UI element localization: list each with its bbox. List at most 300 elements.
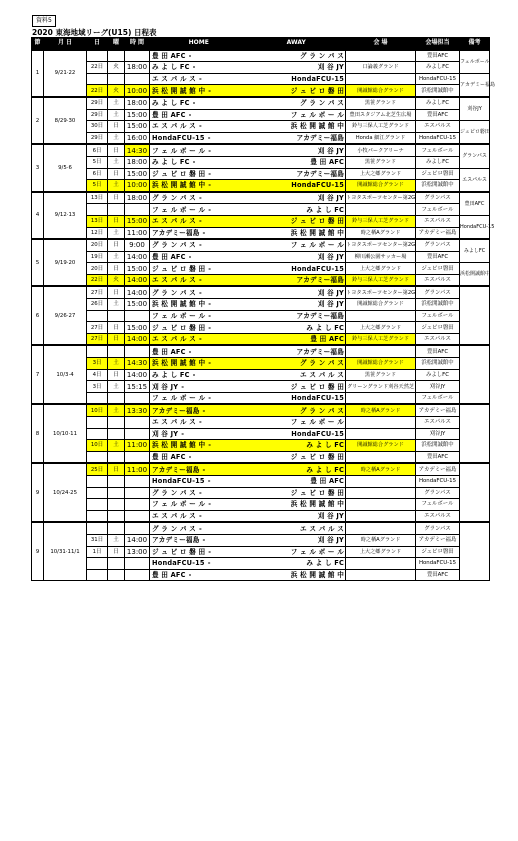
kickoff-time: 11:00 bbox=[125, 227, 150, 239]
away-team: 豊 田 AFC bbox=[310, 335, 344, 344]
note-empty bbox=[460, 463, 490, 522]
schedule-table bbox=[31, 37, 495, 581]
note: エスパルス bbox=[460, 168, 490, 192]
kickoff-time bbox=[125, 451, 150, 463]
round-date: 8/29·30 bbox=[44, 97, 87, 144]
venue: 時之栖Aグランド bbox=[346, 534, 416, 546]
match-weekday: 日 bbox=[108, 322, 125, 334]
kickoff-time: 15:15 bbox=[125, 381, 150, 393]
kickoff-time: 18:00 bbox=[125, 192, 150, 204]
match-day: 29日 bbox=[87, 109, 108, 121]
match-cell bbox=[150, 168, 346, 180]
kickoff-time bbox=[125, 558, 150, 570]
table-row bbox=[32, 428, 490, 440]
venue-manager: 浜松開誠館中 bbox=[416, 85, 460, 97]
table-row bbox=[32, 451, 490, 463]
match-weekday bbox=[108, 345, 125, 357]
match-day bbox=[87, 487, 108, 499]
round-number: 3 bbox=[32, 144, 44, 191]
venue-manager: アカデミー福島 bbox=[416, 534, 460, 546]
match-separator: - bbox=[208, 86, 212, 95]
match-separator: - bbox=[207, 559, 211, 568]
venue bbox=[346, 345, 416, 357]
table-row bbox=[32, 369, 490, 381]
match-day bbox=[87, 475, 108, 487]
match-weekday bbox=[108, 569, 125, 581]
match-day: 10日 bbox=[87, 404, 108, 416]
match-day: 26日 bbox=[87, 299, 108, 311]
kickoff-time: 14:00 bbox=[125, 369, 150, 381]
match-weekday: 日 bbox=[108, 263, 125, 275]
match-day: 25日 bbox=[87, 463, 108, 475]
note: みよしFC bbox=[460, 239, 490, 263]
match-day: 22日 bbox=[87, 274, 108, 286]
round-number: 1 bbox=[32, 50, 44, 97]
venue-manager: 豊田AFC bbox=[416, 50, 460, 62]
venue-manager: HondaFCU-15 bbox=[416, 132, 460, 144]
home-team: 豊 田 AFC bbox=[152, 453, 186, 462]
match-cell bbox=[150, 463, 346, 475]
table-row bbox=[32, 487, 490, 499]
match-cell bbox=[150, 499, 346, 511]
round-number: 7 bbox=[32, 345, 44, 404]
table-row bbox=[32, 168, 490, 180]
venue-manager: みよしFC bbox=[416, 156, 460, 168]
match-separator: - bbox=[208, 500, 212, 509]
home-team: フ ェ ル ボ ー ル bbox=[152, 311, 206, 320]
match-cell bbox=[150, 180, 346, 192]
match-weekday bbox=[108, 428, 125, 440]
away-team: HondaFCU-15 bbox=[291, 181, 344, 190]
document-title: 2020 東海地域リーグ(U15) 日程表 bbox=[32, 28, 157, 37]
venue-manager: ジュビロ磐田 bbox=[416, 263, 460, 275]
match-cell bbox=[150, 263, 346, 275]
match-cell bbox=[150, 487, 346, 499]
match-cell bbox=[150, 192, 346, 204]
away-team: HondaFCU-15 bbox=[291, 394, 344, 403]
header-manager: 会場担当 bbox=[416, 38, 460, 50]
match-day: 1日 bbox=[87, 546, 108, 558]
match-day bbox=[87, 204, 108, 216]
match-day bbox=[87, 310, 108, 322]
match-weekday bbox=[108, 522, 125, 534]
venue-manager: エスパルス bbox=[416, 417, 460, 429]
header-date: 月 日 bbox=[44, 38, 87, 50]
match-weekday: 火 bbox=[108, 274, 125, 286]
match-day bbox=[87, 345, 108, 357]
venue-manager: エスパルス bbox=[416, 333, 460, 345]
kickoff-time: 15:00 bbox=[125, 299, 150, 311]
match-cell bbox=[150, 569, 346, 581]
match-cell bbox=[150, 451, 346, 463]
home-team: 浜 松 開 誠 館 中 bbox=[152, 441, 206, 450]
away-team: 豊 田 AFC bbox=[310, 477, 344, 486]
table-row bbox=[32, 239, 490, 251]
venue: 柳川瀬公園サッカー場 bbox=[346, 251, 416, 263]
away-team: 浜 松 開 誠 館 中 bbox=[290, 122, 344, 131]
home-team: アカデミー福島 bbox=[152, 536, 200, 545]
kickoff-time bbox=[125, 73, 150, 85]
home-team: フ ェ ル ボ ー ル bbox=[152, 146, 206, 155]
match-day bbox=[87, 522, 108, 534]
kickoff-time: 18:00 bbox=[125, 97, 150, 109]
venue-manager: 豊田AFC bbox=[416, 251, 460, 263]
match-cell bbox=[150, 227, 346, 239]
kickoff-time: 16:00 bbox=[125, 132, 150, 144]
home-team: ジ ュ ビ ロ 磐 田 bbox=[152, 547, 206, 556]
match-cell bbox=[150, 558, 346, 570]
table-row bbox=[32, 263, 490, 275]
venue-manager: 浜松開誠館中 bbox=[416, 299, 460, 311]
venue-manager: アカデミー福島 bbox=[416, 404, 460, 416]
home-team: 豊 田 AFC bbox=[152, 347, 186, 356]
home-team: HondaFCU-15 bbox=[152, 477, 205, 486]
kickoff-time: 14:00 bbox=[125, 534, 150, 546]
kickoff-time: 13:30 bbox=[125, 404, 150, 416]
venue: グリーングランド刈谷天然芝 bbox=[346, 381, 416, 393]
away-team: 浜 松 開 誠 館 中 bbox=[290, 571, 344, 580]
venue-manager: フェルボール bbox=[416, 204, 460, 216]
venue-manager: HondaFCU-15 bbox=[416, 558, 460, 570]
home-team: フ ェ ル ボ ー ル bbox=[152, 205, 206, 214]
match-weekday bbox=[108, 417, 125, 429]
note: 豊田AFC bbox=[460, 192, 490, 216]
round-number: 5 bbox=[32, 239, 44, 286]
match-separator: - bbox=[198, 418, 202, 427]
match-day: 20日 bbox=[87, 239, 108, 251]
match-separator: - bbox=[181, 382, 185, 391]
away-team: み よ し FC bbox=[306, 559, 344, 568]
away-team: エ ス パ ル ス bbox=[300, 370, 344, 379]
match-day bbox=[87, 428, 108, 440]
kickoff-time bbox=[125, 50, 150, 62]
match-cell bbox=[150, 204, 346, 216]
round-date: 9/5·6 bbox=[44, 144, 87, 191]
match-day: 31日 bbox=[87, 534, 108, 546]
match-weekday: 土 bbox=[108, 534, 125, 546]
venue-manager: エスパルス bbox=[416, 510, 460, 522]
home-team: 豊 田 AFC bbox=[152, 51, 186, 60]
match-separator: - bbox=[208, 205, 212, 214]
note-empty bbox=[460, 286, 490, 345]
match-cell bbox=[150, 333, 346, 345]
match-day: 5日 bbox=[87, 180, 108, 192]
round-number: 2 bbox=[32, 97, 44, 144]
kickoff-time: 15:00 bbox=[125, 121, 150, 133]
match-weekday bbox=[108, 558, 125, 570]
match-day: 22日 bbox=[87, 85, 108, 97]
match-cell bbox=[150, 534, 346, 546]
match-cell bbox=[150, 428, 346, 440]
match-cell bbox=[150, 310, 346, 322]
match-separator: - bbox=[188, 51, 192, 60]
match-cell bbox=[150, 97, 346, 109]
home-team: エ ス パ ル ス bbox=[152, 276, 196, 285]
header-venue: 会 場 bbox=[346, 38, 416, 50]
home-team: 浜 松 開 誠 館 中 bbox=[152, 86, 206, 95]
match-weekday: 土 bbox=[108, 97, 125, 109]
match-cell bbox=[150, 404, 346, 416]
match-cell bbox=[150, 50, 346, 62]
home-team: 豊 田 AFC bbox=[152, 252, 186, 261]
match-separator: - bbox=[208, 359, 212, 368]
match-separator: - bbox=[198, 524, 202, 533]
kickoff-time: 14:00 bbox=[125, 333, 150, 345]
match-cell bbox=[150, 440, 346, 452]
match-day: 3日 bbox=[87, 381, 108, 393]
table-row bbox=[32, 404, 490, 416]
venue-manager: HondaFCU-15 bbox=[416, 73, 460, 85]
match-cell bbox=[150, 546, 346, 558]
venue-manager: グランパス bbox=[416, 522, 460, 534]
venue-manager: 刈谷JY bbox=[416, 428, 460, 440]
match-cell bbox=[150, 144, 346, 156]
match-weekday: 日 bbox=[108, 192, 125, 204]
kickoff-time: 14:00 bbox=[125, 251, 150, 263]
match-cell bbox=[150, 510, 346, 522]
match-separator: - bbox=[198, 512, 202, 521]
table-row bbox=[32, 345, 490, 357]
match-separator: - bbox=[198, 488, 202, 497]
match-separator: - bbox=[202, 536, 206, 545]
home-team: ジ ュ ビ ロ 磐 田 bbox=[152, 323, 206, 332]
venue: 上大之郷グランド bbox=[346, 263, 416, 275]
venue bbox=[346, 510, 416, 522]
venue: 開誠館総合グランド bbox=[346, 299, 416, 311]
table-row bbox=[32, 215, 490, 227]
venue: 時之栖Aグランド bbox=[346, 463, 416, 475]
match-day: 10日 bbox=[87, 440, 108, 452]
kickoff-time bbox=[125, 499, 150, 511]
away-team: ジ ュ ビ ロ 磐 田 bbox=[290, 488, 344, 497]
match-cell bbox=[150, 251, 346, 263]
match-day: 6日 bbox=[87, 168, 108, 180]
away-team: アカデミー福島 bbox=[296, 169, 344, 178]
note: 浜松開誠館中 bbox=[460, 263, 490, 287]
match-separator: - bbox=[192, 99, 196, 108]
venue-manager: グランパス bbox=[416, 487, 460, 499]
venue bbox=[346, 558, 416, 570]
match-day: 13日 bbox=[87, 192, 108, 204]
venue-manager: 豊田AFC bbox=[416, 451, 460, 463]
match-day: 29日 bbox=[87, 132, 108, 144]
home-team: フ ェ ル ボ ー ル bbox=[152, 394, 206, 403]
match-day: 27日 bbox=[87, 322, 108, 334]
venue-manager: 浜松開誠館中 bbox=[416, 440, 460, 452]
away-team: HondaFCU-15 bbox=[291, 429, 344, 438]
note: アカデミー福島 bbox=[460, 73, 490, 97]
match-day: 4日 bbox=[87, 369, 108, 381]
venue: 時之栖Aグランド bbox=[346, 227, 416, 239]
venue-manager: ジュビロ磐田 bbox=[416, 168, 460, 180]
venue bbox=[346, 417, 416, 429]
venue: 時之栖Aグランド bbox=[346, 404, 416, 416]
venue-manager: エスパルス bbox=[416, 274, 460, 286]
table-row bbox=[32, 121, 490, 133]
round-number: 4 bbox=[32, 192, 44, 239]
venue bbox=[346, 392, 416, 404]
match-weekday bbox=[108, 73, 125, 85]
match-weekday bbox=[108, 451, 125, 463]
venue-manager: フェルボール bbox=[416, 499, 460, 511]
match-weekday bbox=[108, 475, 125, 487]
match-weekday: 日 bbox=[108, 121, 125, 133]
match-day bbox=[87, 499, 108, 511]
kickoff-time: 11:00 bbox=[125, 440, 150, 452]
away-team: アカデミー福島 bbox=[296, 347, 344, 356]
match-separator: - bbox=[208, 323, 212, 332]
round-number: 9 bbox=[32, 463, 44, 522]
note-empty bbox=[460, 345, 490, 404]
venue-manager: ジュビロ磐田 bbox=[416, 546, 460, 558]
table-row bbox=[32, 546, 490, 558]
venue-manager: 豊田AFC bbox=[416, 345, 460, 357]
venue: 黒笹グランド bbox=[346, 156, 416, 168]
home-team: グ ラ ン パ ス bbox=[152, 524, 196, 533]
table-row bbox=[32, 204, 490, 216]
away-team: 刈 谷 JY bbox=[317, 512, 344, 521]
table-row bbox=[32, 251, 490, 263]
match-weekday: 土 bbox=[108, 251, 125, 263]
venue: 開誠館総合グランド bbox=[346, 440, 416, 452]
match-cell bbox=[150, 299, 346, 311]
venue bbox=[346, 487, 416, 499]
venue bbox=[346, 475, 416, 487]
venue: 豊田スタジアム北芝生広場 bbox=[346, 109, 416, 121]
match-weekday: 日 bbox=[108, 463, 125, 475]
match-weekday bbox=[108, 487, 125, 499]
match-day bbox=[87, 451, 108, 463]
match-weekday: 土 bbox=[108, 440, 125, 452]
venue bbox=[346, 499, 416, 511]
away-team: 浜 松 開 誠 館 中 bbox=[290, 500, 344, 509]
venue: 開誠館総合グランド bbox=[346, 180, 416, 192]
match-cell bbox=[150, 132, 346, 144]
match-separator: - bbox=[208, 547, 212, 556]
table-row bbox=[32, 475, 490, 487]
home-team: HondaFCU-15 bbox=[152, 559, 205, 568]
match-day: 29日 bbox=[87, 97, 108, 109]
match-separator: - bbox=[208, 441, 212, 450]
match-weekday: 日 bbox=[108, 369, 125, 381]
kickoff-time bbox=[125, 510, 150, 522]
kickoff-time bbox=[125, 487, 150, 499]
away-team: 刈 谷 JY bbox=[317, 300, 344, 309]
home-team: 刈 谷 JY bbox=[152, 429, 179, 438]
away-team: フ ェ ル ボ ー ル bbox=[290, 241, 344, 250]
match-cell bbox=[150, 381, 346, 393]
home-team: アカデミー福島 bbox=[152, 406, 200, 415]
home-team: HondaFCU-15 bbox=[152, 134, 205, 143]
match-cell bbox=[150, 121, 346, 133]
header-away: AWAY bbox=[286, 39, 306, 47]
away-team: ジ ュ ビ ロ 磐 田 bbox=[290, 86, 344, 95]
match-separator: - bbox=[198, 194, 202, 203]
venue-manager: フェルボール bbox=[416, 144, 460, 156]
table-row bbox=[32, 132, 490, 144]
table-row bbox=[32, 358, 490, 370]
header-match bbox=[150, 38, 346, 50]
match-separator: - bbox=[188, 453, 192, 462]
away-team: エ ス パ ル ス bbox=[300, 524, 344, 533]
match-weekday: 日 bbox=[108, 239, 125, 251]
round-date: 10/31·11/1 bbox=[44, 522, 87, 580]
kickoff-time: 10:00 bbox=[125, 180, 150, 192]
match-separator: - bbox=[198, 241, 202, 250]
venue: 小牧パークアリーナ bbox=[346, 144, 416, 156]
match-weekday: 日 bbox=[108, 144, 125, 156]
match-day: 19日 bbox=[87, 251, 108, 263]
home-team: エ ス パ ル ス bbox=[152, 335, 196, 344]
venue bbox=[346, 50, 416, 62]
venue-manager: 浜松開誠館中 bbox=[416, 180, 460, 192]
away-team: み よ し FC bbox=[306, 205, 344, 214]
round-number: 9 bbox=[32, 522, 44, 580]
home-team: アカデミー福島 bbox=[152, 465, 200, 474]
table-row bbox=[32, 156, 490, 168]
match-weekday: 火 bbox=[108, 85, 125, 97]
home-team: 豊 田 AFC bbox=[152, 571, 186, 580]
match-weekday: 日 bbox=[108, 215, 125, 227]
home-team: グ ラ ン パ ス bbox=[152, 194, 196, 203]
kickoff-time bbox=[125, 522, 150, 534]
kickoff-time: 15:00 bbox=[125, 215, 150, 227]
header-day: 日 bbox=[87, 38, 108, 50]
round-date: 9/12·13 bbox=[44, 192, 87, 239]
table-row bbox=[32, 299, 490, 311]
away-team: 豊 田 AFC bbox=[310, 158, 344, 167]
kickoff-time bbox=[125, 428, 150, 440]
venue: トヨタスポーツセンター第2G bbox=[346, 239, 416, 251]
table-row bbox=[32, 144, 490, 156]
match-cell bbox=[150, 345, 346, 357]
venue-manager: みよしFC bbox=[416, 62, 460, 74]
kickoff-time: 14:00 bbox=[125, 286, 150, 298]
match-cell bbox=[150, 73, 346, 85]
table-row bbox=[32, 274, 490, 286]
match-weekday bbox=[108, 310, 125, 322]
round-date: 9/26·27 bbox=[44, 286, 87, 345]
kickoff-time: 14:30 bbox=[125, 358, 150, 370]
away-team: 刈 谷 JY bbox=[317, 194, 344, 203]
home-team: エ ス パ ル ス bbox=[152, 122, 196, 131]
venue: 黒笹グランド bbox=[346, 97, 416, 109]
home-team: み よ し FC bbox=[152, 370, 190, 379]
table-row bbox=[32, 569, 490, 581]
home-team: グ ラ ン パ ス bbox=[152, 488, 196, 497]
away-team: ジ ュ ビ ロ 磐 田 bbox=[290, 217, 344, 226]
note-empty bbox=[460, 522, 490, 580]
home-team: 浜 松 開 誠 館 中 bbox=[152, 359, 206, 368]
table-row bbox=[32, 227, 490, 239]
match-separator: - bbox=[207, 134, 211, 143]
match-day: 3日 bbox=[87, 358, 108, 370]
away-team: 刈 谷 JY bbox=[317, 252, 344, 261]
away-team: HondaFCU-15 bbox=[291, 75, 344, 84]
match-weekday: 土 bbox=[108, 227, 125, 239]
match-separator: - bbox=[192, 63, 196, 72]
kickoff-time bbox=[125, 569, 150, 581]
away-team: 刈 谷 JY bbox=[317, 288, 344, 297]
match-separator: - bbox=[208, 264, 212, 273]
home-team: グ ラ ン パ ス bbox=[152, 288, 196, 297]
home-team: ジ ュ ビ ロ 磐 田 bbox=[152, 169, 206, 178]
kickoff-time: 14:00 bbox=[125, 274, 150, 286]
venue bbox=[346, 569, 416, 581]
match-weekday: 日 bbox=[108, 546, 125, 558]
venue bbox=[346, 310, 416, 322]
match-separator: - bbox=[208, 146, 212, 155]
